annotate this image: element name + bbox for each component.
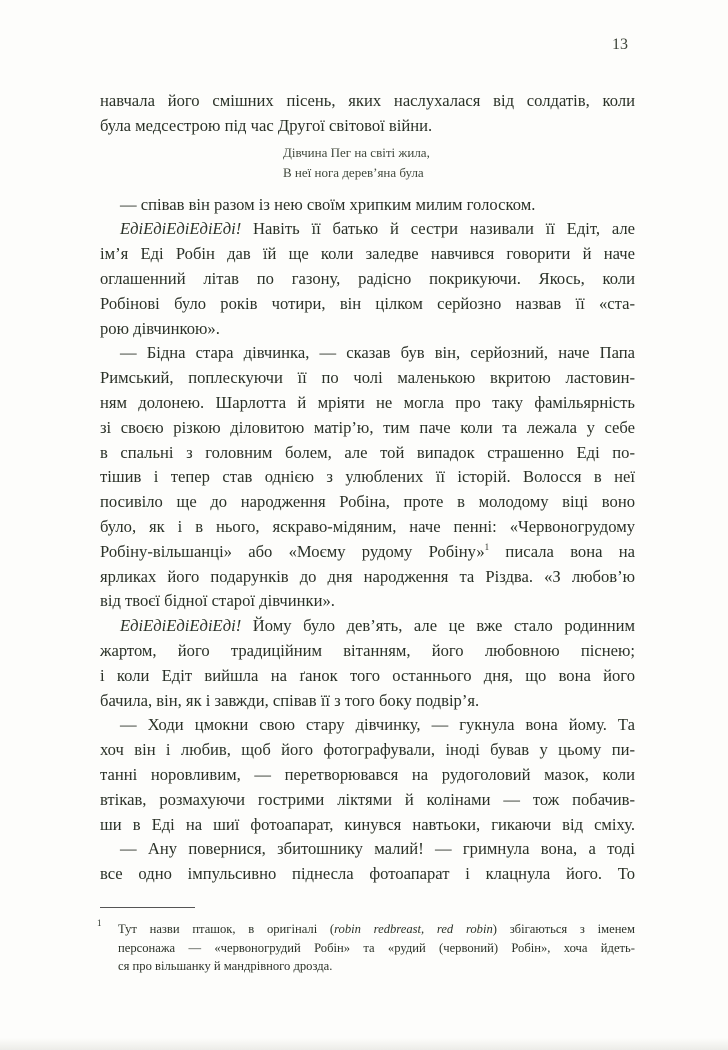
text-line bbox=[100, 515, 635, 540]
text-segment: Йому було дев’ять, але це вже стало родинним bbox=[241, 616, 635, 636]
text-segment: — Ану повернися, збитошнику малий! — гримнула вона, а тоді bbox=[120, 839, 635, 859]
text-line bbox=[100, 738, 635, 763]
text-segment: все одно імпульсивно піднесла фотоапарат і клацнула його. То bbox=[100, 864, 635, 884]
text-line bbox=[100, 664, 635, 689]
text-segment: ши в Еді на шиї фотоапарат, кинувся навтьоки, гикаючи від сміху. bbox=[100, 814, 635, 834]
text-segment: ярликах його подарунків до дня народження та Різдва. «З любов’ю bbox=[100, 566, 635, 586]
text-line bbox=[100, 862, 635, 887]
text-line bbox=[100, 813, 635, 838]
text-line bbox=[100, 565, 635, 590]
text-segment: Робінові було років чотири, він цілком серйозно назвав її «ста- bbox=[100, 293, 635, 313]
text-segment: Навіть її батько й сестри називали її Едіт, але bbox=[241, 219, 635, 239]
italic-text: robin redbreast, red robin bbox=[334, 922, 493, 936]
text-segment: персонажа — «червоногрудий Робін» та «рудий (червоний) Робін», хоча йдеть- bbox=[118, 940, 635, 955]
text-segment: від твоєї бідної старої дівчинки». bbox=[100, 591, 335, 611]
text-segment: було, як і в нього, яскраво-мідяним, наче пенні: «Червоногрудому bbox=[100, 516, 635, 536]
text-line bbox=[100, 267, 635, 292]
text-line bbox=[100, 242, 635, 267]
text-line bbox=[100, 89, 635, 114]
text-line bbox=[100, 441, 635, 466]
text-line bbox=[100, 763, 635, 788]
text-line bbox=[100, 490, 635, 515]
text-segment: втікав, розмахуючи гострими ліктями й колінами — тож побачив- bbox=[100, 789, 635, 809]
text-line bbox=[100, 689, 635, 714]
text-line bbox=[100, 939, 635, 958]
text-segment: ням долонею. Шарлотта й мріяти не могла про таку фамільярність bbox=[100, 392, 635, 412]
text-line bbox=[100, 589, 635, 614]
text-segment: рою дівчинкою». bbox=[100, 318, 220, 338]
text-segment: танні норовливим, — перетворювався на рудоголовий мазок, коли bbox=[100, 764, 635, 784]
text-line bbox=[100, 713, 635, 738]
text-line bbox=[100, 416, 635, 441]
text-segment: ) збігаються з іменем bbox=[492, 922, 635, 936]
text-line bbox=[100, 837, 635, 862]
italic-text: ЕдіЕдіЕдіЕдіЕді! bbox=[120, 616, 242, 636]
text-segment: Тут назви пташок, в оригіналі ( bbox=[118, 922, 335, 936]
page-body bbox=[100, 89, 635, 887]
text-segment: в спальні з головним болем, але той випадок страшенно Еді по- bbox=[100, 442, 635, 462]
text-segment: писала вона на bbox=[489, 541, 635, 561]
text-line bbox=[100, 788, 635, 813]
text-segment: ім’я Еді Робін дав їй ще коли заледве навчився говорити й наче bbox=[100, 244, 635, 264]
text-segment: і коли Едіт вийшла на ґанок того останнього дня, що вона його bbox=[100, 665, 635, 685]
text-segment: оглашенний літав по газону, радісно покрикуючи. Якось, коли bbox=[100, 268, 635, 288]
text-segment: Римський, поплескуючи її по чолі маленькою вкритою ластовин- bbox=[100, 368, 635, 388]
footnote-divider bbox=[100, 907, 195, 908]
text-segment: хоч він і любив, щоб його фотографували, іноді бував у цьому пи- bbox=[100, 740, 635, 760]
text-line bbox=[100, 957, 635, 976]
text-segment: тішив і тепер став однією з улюблених її історій. Волосся в неї bbox=[100, 467, 635, 487]
text-line bbox=[100, 193, 635, 218]
text-segment: зі своєю різкою діловитою матір’ю, тим паче коли та лежала у себе bbox=[100, 417, 635, 437]
text-segment: навчала його смішних пісень, яких наслухалася від солдатів, коли bbox=[100, 91, 635, 110]
text-line bbox=[100, 639, 635, 664]
text-line bbox=[100, 341, 635, 366]
text-segment: Робіну-вільшанці» або «Моєму рудому Робіну» bbox=[100, 541, 485, 561]
footnote-marker: 1 bbox=[97, 918, 102, 928]
page-number: 13 bbox=[612, 36, 628, 53]
text-segment: була медсестрою під час Другої світової війни. bbox=[100, 115, 433, 135]
text-line bbox=[100, 292, 635, 317]
verse-line: Дівчина Пег на світі жила, bbox=[283, 144, 430, 160]
text-segment: ся про вільшанку й мандрівного дрозда. bbox=[118, 959, 333, 973]
text-line bbox=[100, 366, 635, 391]
footnote-reference: 1 bbox=[484, 541, 490, 552]
text-segment: — Бідна стара дівчинка, — сказав був він, серйозний, наче Папа bbox=[120, 343, 635, 363]
verse-quote bbox=[100, 143, 635, 183]
text-line bbox=[100, 217, 635, 242]
text-segment: — Ходи цмокни свою стару дівчинку, — гукнула вона йому. Та bbox=[120, 715, 635, 735]
text-line bbox=[100, 540, 635, 565]
text-segment: — співав він разом із нею своїм хрипким милим голоском. bbox=[120, 194, 536, 214]
text-line bbox=[100, 465, 635, 490]
main-text bbox=[100, 193, 635, 887]
paragraph-continuation bbox=[100, 89, 635, 139]
text-segment: жартом, його традиційним вітанням, його любовною піснею; bbox=[100, 640, 635, 660]
text-line bbox=[100, 317, 635, 342]
page-edge-shadow bbox=[0, 1038, 728, 1050]
text-line bbox=[100, 920, 635, 939]
footnote bbox=[97, 918, 635, 976]
italic-text: ЕдіЕдіЕдіЕдіЕді! bbox=[120, 219, 242, 239]
text-line bbox=[100, 391, 635, 416]
text-segment: бачила, він, як і завжди, співав її з того боку подвір’я. bbox=[100, 690, 480, 710]
text-segment: посивіло ще до народження Робіна, проте в молодому віці воно bbox=[100, 492, 635, 512]
text-line bbox=[100, 614, 635, 639]
verse-line: В неї нога дерев’яна була bbox=[283, 164, 424, 180]
text-line bbox=[100, 114, 635, 139]
